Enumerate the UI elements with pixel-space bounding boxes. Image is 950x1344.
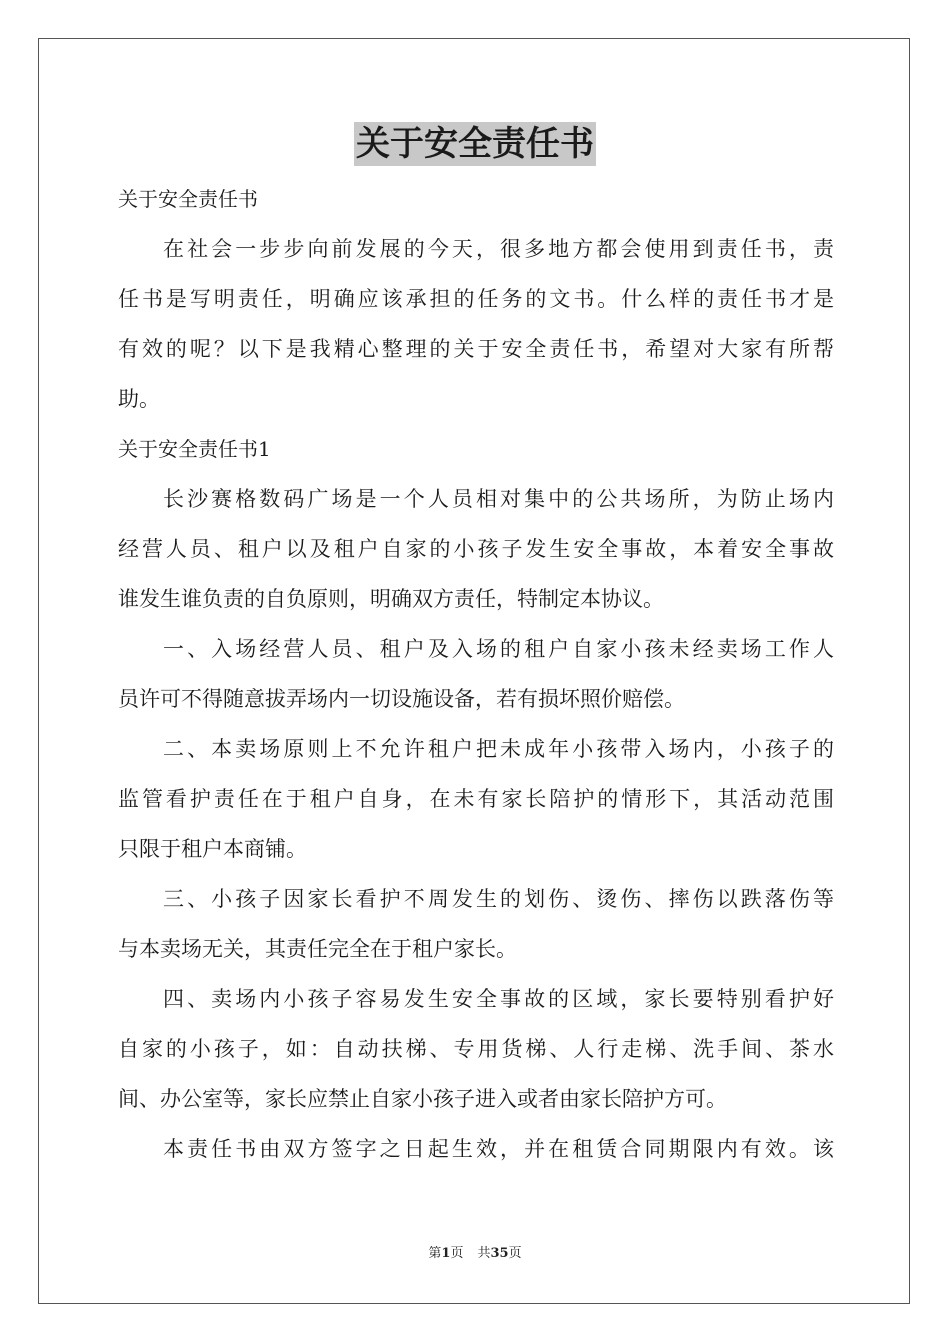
text-line: 有效的呢？以下是我精心整理的关于安全责任书，希望对大家有所帮 (118, 337, 834, 361)
page-number: 1 (441, 1246, 451, 1261)
text-line: 三、小孩子因家长看护不周发生的划伤、烫伤、摔伤以跌落伤等 (163, 887, 834, 911)
document-title: 关于安全责任书 (356, 124, 594, 164)
text-line: 谁发生谁负责的自负原则，明确双方责任，特制定本协议。 (118, 587, 664, 611)
text-line: 员许可不得随意拔弄场内一切设施设备，若有损坏照价赔偿。 (118, 687, 685, 711)
section-heading: 关于安全责任书1 (118, 437, 271, 461)
text-line: 与本卖场无关，其责任完全在于租户家长。 (118, 937, 517, 961)
text-line: 长沙赛格数码广场是一个人员相对集中的公共场所，为防止场内 (163, 487, 834, 511)
document-body (118, 174, 834, 1174)
text-line: 监管看护责任在于租户自身，在未有家长陪护的情形下，其活动范围 (118, 787, 834, 811)
total-prefix: 共 (477, 1246, 491, 1261)
page-prefix: 第 (428, 1246, 442, 1261)
text-line: 一、入场经营人员、租户及入场的租户自家小孩未经卖场工作人 (163, 637, 834, 661)
text-line: 二、本卖场原则上不允许租户把未成年小孩带入场内，小孩子的 (163, 737, 834, 761)
text-line: 助。 (118, 387, 160, 411)
total-suffix: 页 (508, 1246, 522, 1261)
text-line: 自家的小孩子，如：自动扶梯、专用货梯、人行走梯、洗手间、茶水 (118, 1037, 834, 1061)
page-footer (0, 1244, 950, 1264)
title-wrap (0, 122, 950, 166)
text-line: 经营人员、租户以及租户自家的小孩子发生安全事故，本着安全事故 (118, 537, 834, 561)
text-line: 任书是写明责任，明确应该承担的任务的文书。什么样的责任书才是 (118, 287, 834, 311)
text-line: 只限于租户本商铺。 (118, 837, 307, 861)
text-line: 四、卖场内小孩子容易发生安全事故的区域，家长要特别看护好 (163, 987, 834, 1011)
total-pages: 35 (490, 1246, 509, 1261)
section-heading: 关于安全责任书 (118, 187, 258, 211)
text-line: 间、办公室等，家长应禁止自家小孩子进入或者由家长陪护方可。 (118, 1087, 727, 1111)
text-line: 在社会一步步向前发展的今天，很多地方都会使用到责任书，责 (163, 237, 834, 261)
page-suffix: 页 (450, 1246, 464, 1261)
text-line: 本责任书由双方签字之日起生效，并在租赁合同期限内有效。该 (163, 1137, 834, 1161)
